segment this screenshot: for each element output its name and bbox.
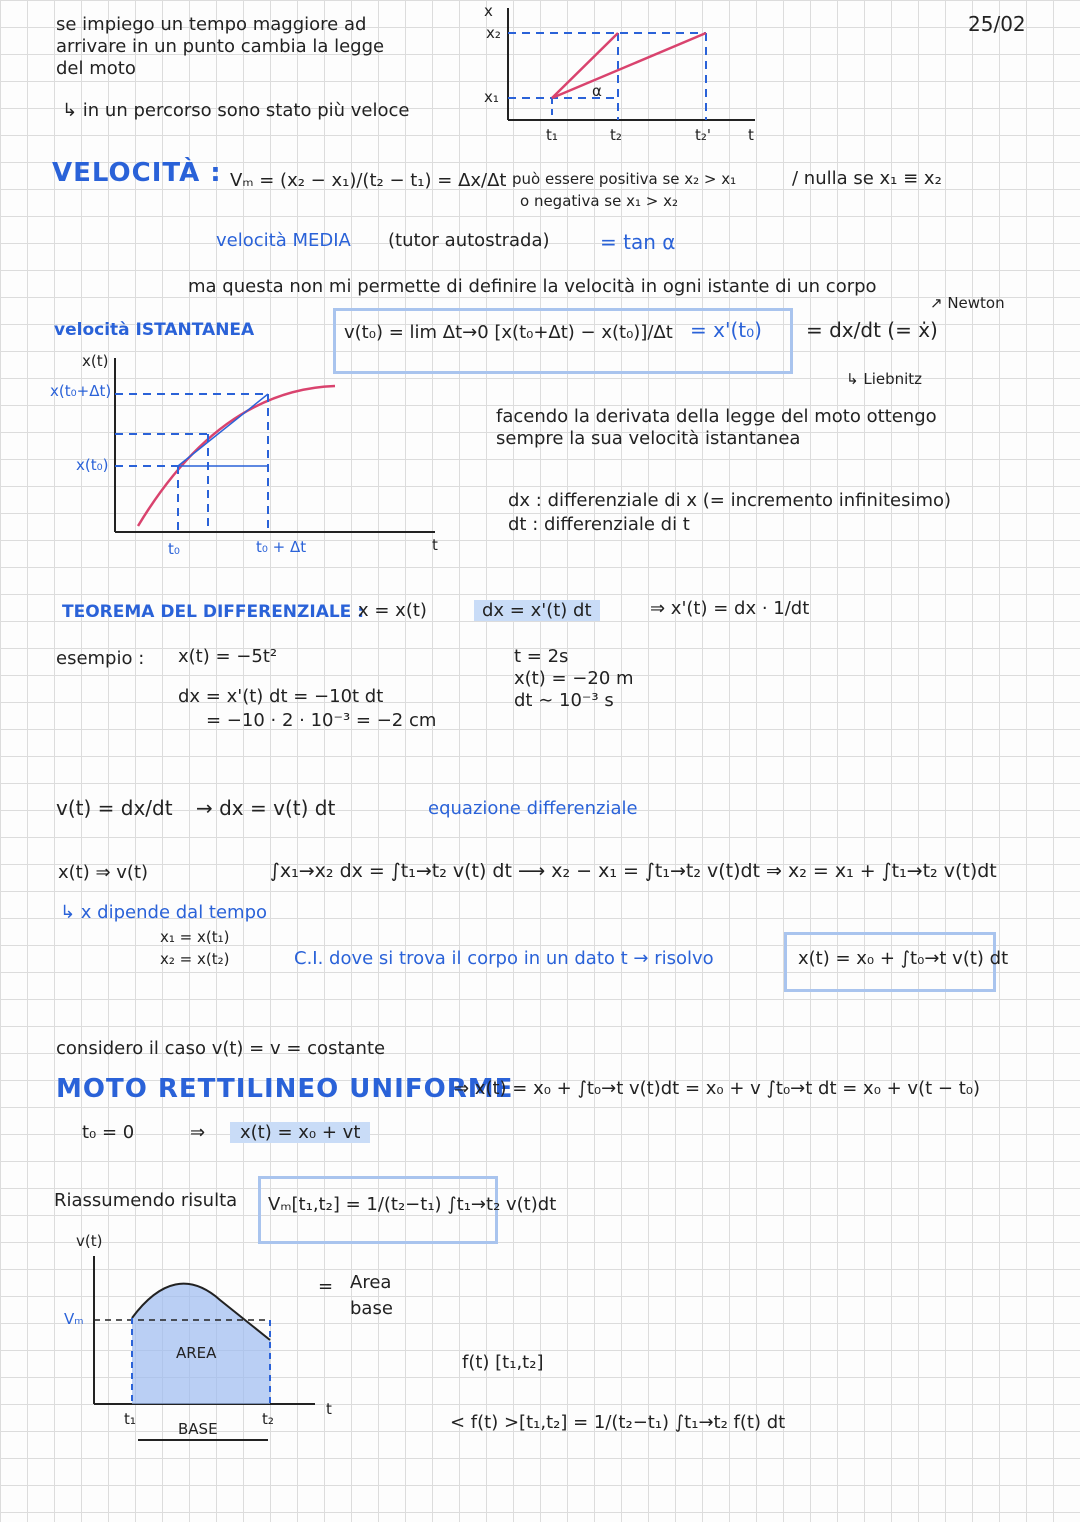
formula: x(t) = −5t²	[178, 646, 278, 667]
formula-highlight: dx = x'(t) dt	[474, 600, 600, 621]
heading-istantanea: velocità ISTANTANEA	[54, 320, 255, 340]
formula: x₂ = x(t₂)	[160, 950, 230, 968]
formula: ⇒ x'(t) = dx · 1/dt	[650, 598, 810, 619]
formula: → dx = v(t) dt	[196, 796, 336, 820]
intro-line: se impiego un tempo maggiore ad	[56, 14, 367, 35]
formula: x(t) = −20 m	[514, 668, 634, 689]
axis-label: t	[748, 126, 754, 144]
formula: t = 2s	[514, 646, 569, 667]
formula: x = x(t)	[358, 600, 427, 621]
tick-label: Vₘ	[64, 1310, 84, 1328]
formula: ∫x₁→x₂ dx = ∫t₁→t₂ v(t) dt ⟶ x₂ − x₁ = ∫t₁→t₂ v(t)dt ⇒ x₂ = x₁ + ∫t₁→t₂ v(t)dt	[270, 860, 997, 882]
intro-note: ↳ in un percorso sono stato più veloce	[62, 100, 410, 121]
tick-label: x₂	[486, 24, 501, 42]
formula: dt ∼ 10⁻³ s	[514, 690, 614, 711]
axis-label: v(t)	[76, 1232, 103, 1250]
intro-line: arrivare in un punto cambia la legge	[56, 36, 385, 57]
axis-label: x(t)	[82, 352, 109, 370]
base-label: BASE	[178, 1420, 218, 1438]
tick-label: t₀ + Δt	[256, 538, 307, 556]
formula: v(t) = dx/dt	[56, 796, 173, 820]
tick-label: t₂	[262, 1410, 274, 1428]
tick-label: t₀	[168, 540, 180, 558]
note: facendo la derivata della legge del moto ottengo	[496, 406, 937, 427]
note: / nulla se x₁ ≡ x₂	[792, 168, 942, 189]
label: Riassumendo risulta	[54, 1190, 238, 1211]
note: sempre la sua velocità istantanea	[496, 428, 801, 449]
formula: Vₘ = (x₂ − x₁)/(t₂ − t₁) = Δx/Δt	[230, 170, 507, 191]
note: ↳ Liebnitz	[846, 370, 923, 388]
tick-label: x(t₀+Δt)	[50, 382, 112, 400]
formula: base	[350, 1298, 393, 1319]
formula: Vₘ[t₁,t₂] = 1/(t₂−t₁) ∫t₁→t₂ v(t)dt	[268, 1194, 557, 1215]
formula: Area	[350, 1272, 392, 1293]
formula: x₁ = x(t₁)	[160, 928, 230, 946]
note: ↗ Newton	[930, 294, 1005, 312]
heading-velocita: VELOCITÀ :	[52, 158, 222, 188]
tick-label: t₂	[610, 126, 622, 144]
note: C.I. dove si trova il corpo in un dato t → risolvo	[294, 948, 714, 969]
formula: = x'(t₀)	[690, 318, 762, 342]
axis-label: x	[484, 2, 493, 20]
note: può essere positiva se x₂ > x₁	[512, 170, 737, 188]
formula: ⇒ x(t) = x₀ + ∫t₀→t v(t)dt = x₀ + v ∫t₀→t dt = x₀ + v(t − t₀)	[454, 1078, 980, 1099]
formula: dx = x'(t) dt = −10t dt	[178, 686, 384, 707]
note: o negativa se x₁ > x₂	[520, 192, 678, 210]
note: (tutor autostrada)	[388, 230, 550, 251]
graph-average-velocity	[480, 0, 770, 150]
formula: < f(t) >[t₁,t₂] = 1/(t₂−t₁) ∫t₁→t₂ f(t) dt	[450, 1412, 786, 1433]
tick-label: x₁	[484, 88, 499, 106]
heading-teorema: TEOREMA DEL DIFFERENZIALE :	[62, 602, 365, 622]
heading-uniforme: MOTO RETTILINEO UNIFORME	[56, 1074, 514, 1104]
note: dx : differenziale di x (= incremento infinitesimo)	[508, 490, 952, 511]
label: equazione differenziale	[428, 798, 638, 819]
tick-label: t₂'	[695, 126, 712, 144]
formula: f(t) [t₁,t₂]	[462, 1352, 544, 1373]
formula: = dx/dt (= ẋ)	[806, 318, 938, 342]
note: considero il caso v(t) = v = costante	[56, 1038, 386, 1059]
tick-label: t₁	[546, 126, 558, 144]
formula-highlight: x(t) = x₀ + vt	[230, 1122, 370, 1143]
note: ↳ x dipende dal tempo	[60, 902, 268, 923]
label: velocità MEDIA	[216, 230, 351, 251]
note: ma questa non mi permette di definire la velocità in ogni istante di un corpo	[188, 276, 877, 297]
formula: =	[318, 1276, 334, 1297]
axis-label: t	[432, 536, 438, 554]
formula: t₀ = 0	[82, 1122, 135, 1143]
formula: v(t₀) = lim Δt→0 [x(t₀+Δt) − x(t₀)]/Δt	[344, 322, 673, 343]
formula: = tan α	[600, 230, 676, 254]
formula: = −10 · 2 · 10⁻³ = −2 cm	[206, 710, 437, 731]
note: dt : differenziale di t	[508, 514, 690, 535]
angle-label: α	[592, 82, 602, 100]
tick-label: x(t₀)	[76, 456, 109, 474]
tick-label: t₁	[124, 1410, 136, 1428]
graph-instant-velocity	[100, 350, 450, 550]
intro-line: del moto	[56, 58, 136, 79]
axis-label: t	[326, 1400, 332, 1418]
label: esempio :	[56, 648, 145, 669]
formula: ⇒	[190, 1122, 206, 1143]
date: 25/02	[968, 12, 1026, 36]
area-label: AREA	[176, 1344, 217, 1362]
formula-boxed: x(t) = x₀ + ∫t₀→t v(t) dt	[798, 948, 1009, 969]
formula: x(t) ⇒ v(t)	[58, 862, 149, 883]
